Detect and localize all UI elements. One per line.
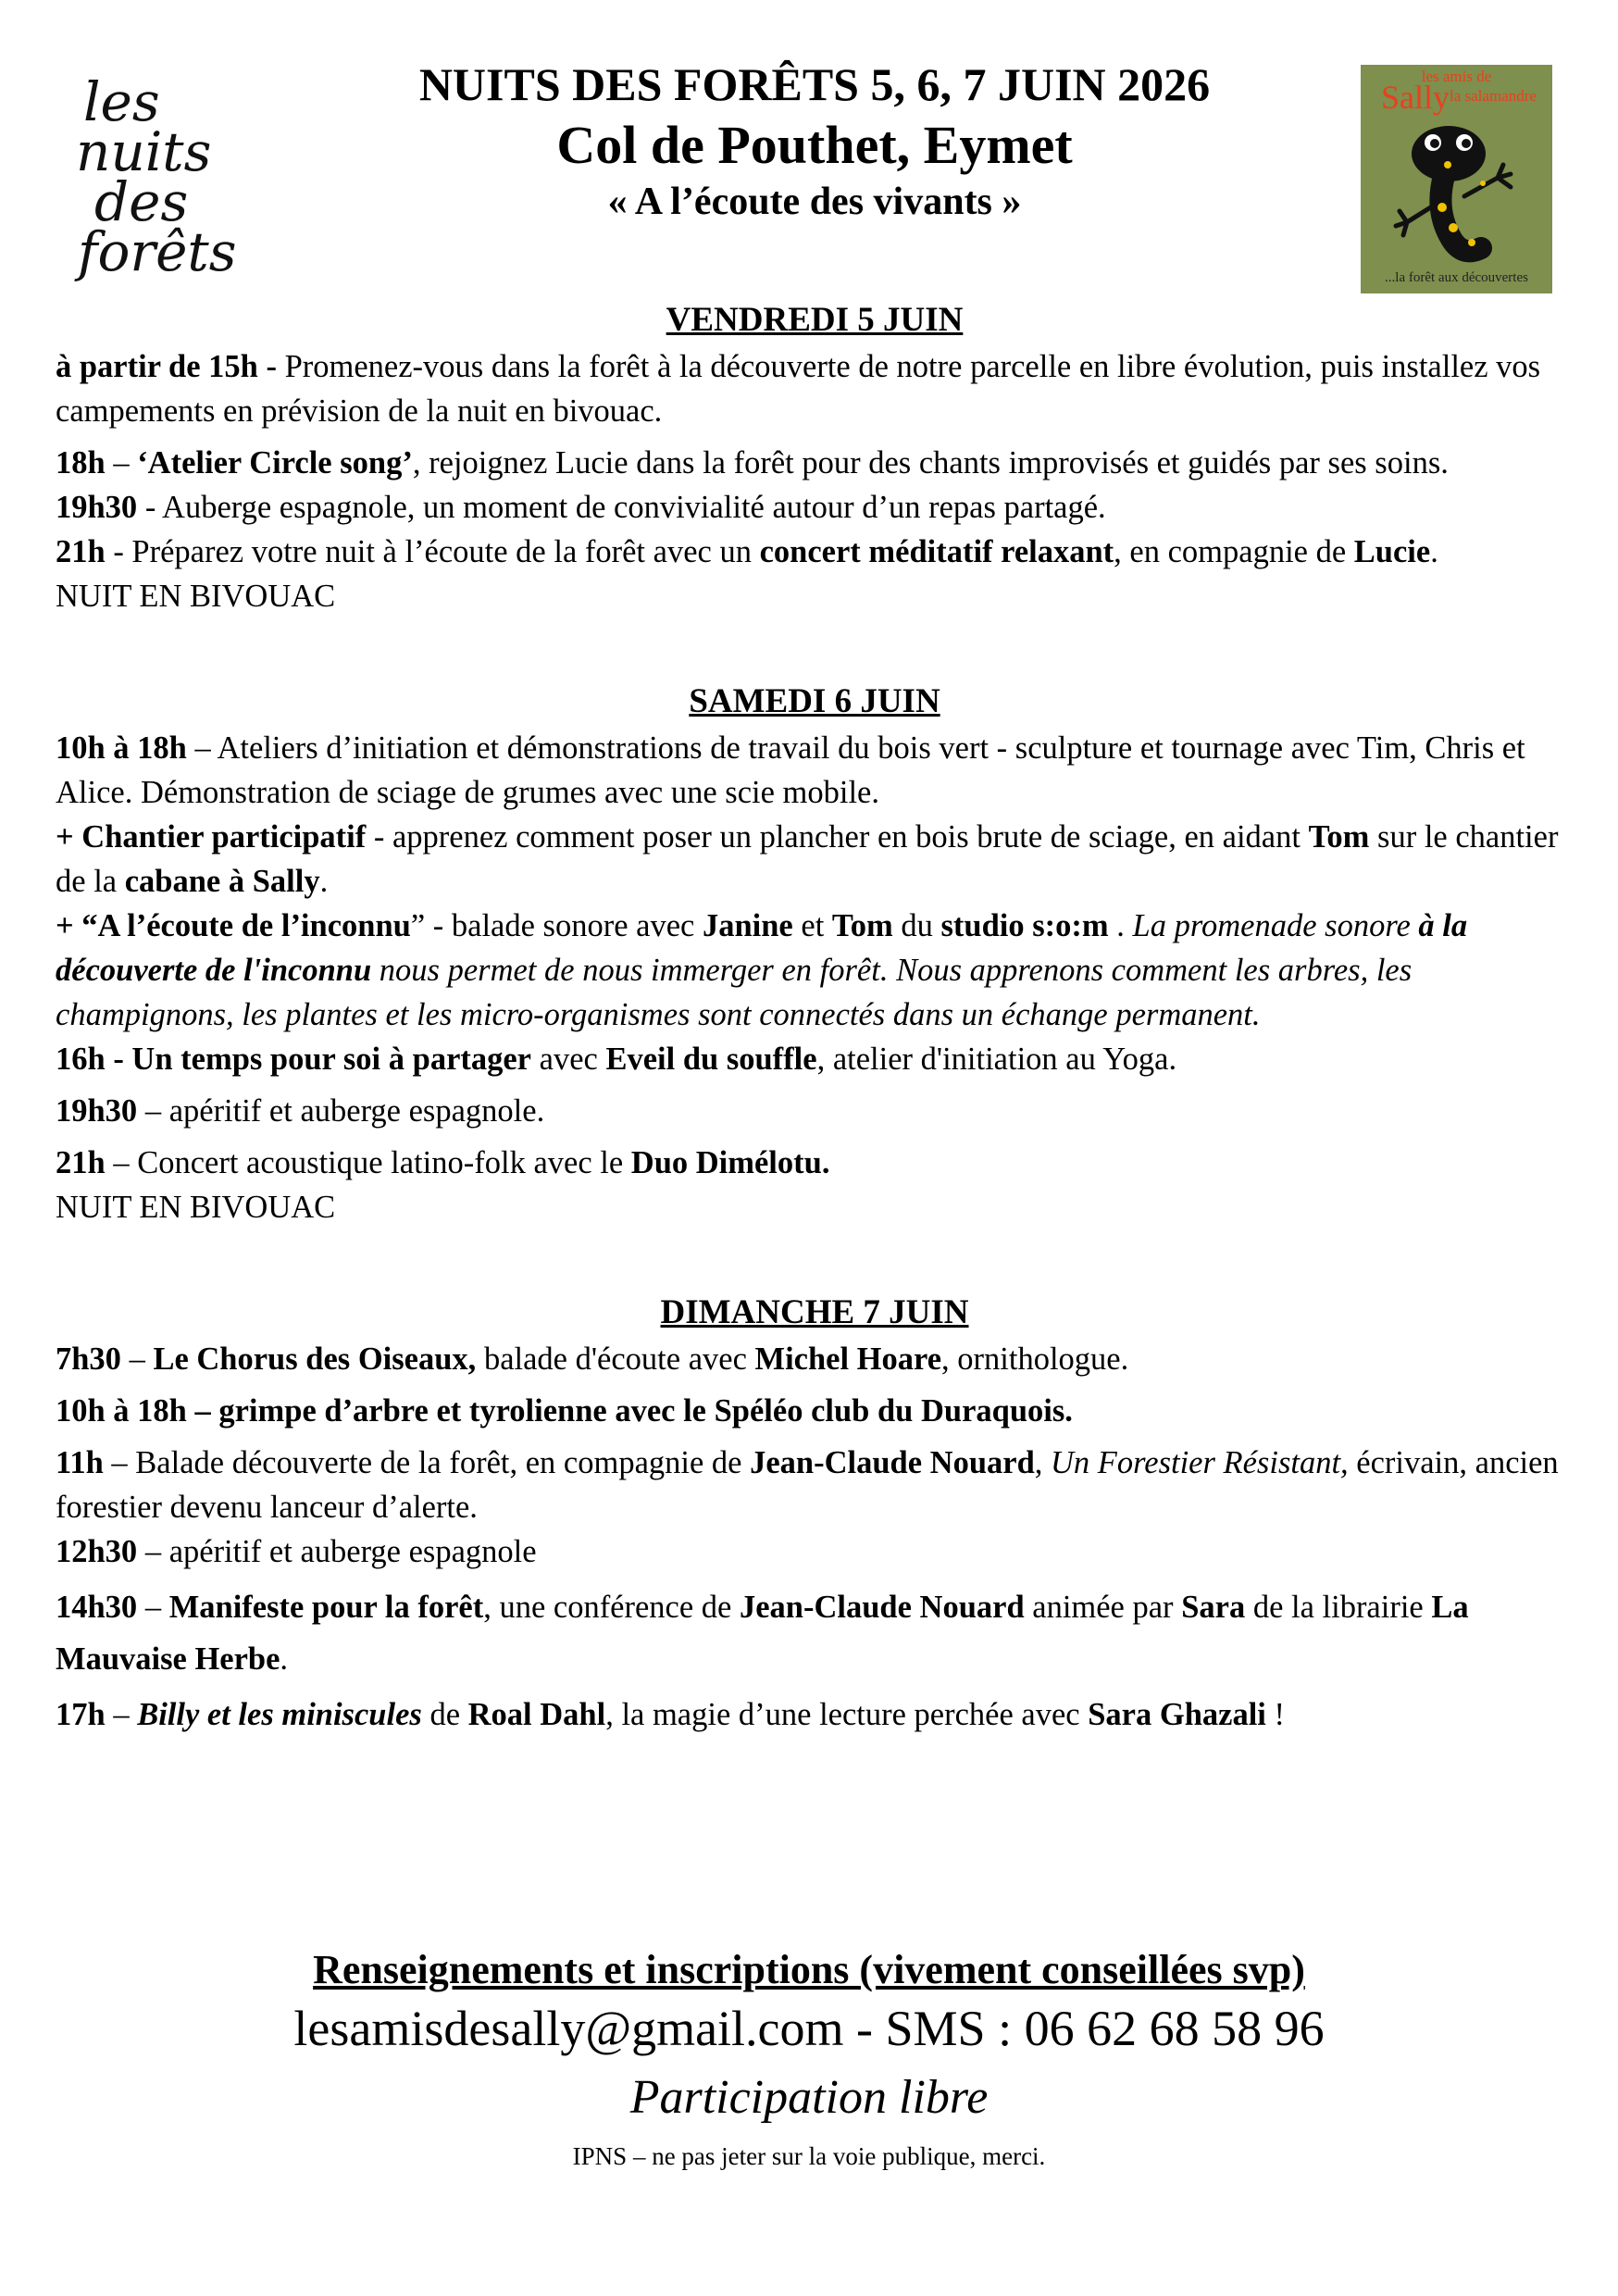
- sunday-event-1: [56, 1337, 1574, 1381]
- time: 21h: [56, 534, 106, 569]
- bold: Le Chorus des Oiseaux,: [153, 1341, 477, 1377]
- bold: Sara Ghazali: [1088, 1697, 1266, 1732]
- logo-right-top: les amis de: [1421, 68, 1492, 85]
- day-heading-friday: VENDREDI 5 JUIN: [666, 301, 964, 339]
- bold-italic: Billy et les miniscules: [137, 1697, 422, 1732]
- sunday-event-5: [56, 1581, 1574, 1685]
- time: 19h30: [56, 490, 138, 525]
- saturday-event-1: [56, 726, 1574, 815]
- text: , ornithologue.: [941, 1341, 1129, 1377]
- bold: concert méditatif relaxant: [759, 534, 1114, 569]
- bold: cabane à Sally: [124, 864, 320, 899]
- text: – apéritif et auberge espagnole: [137, 1534, 537, 1569]
- time: 18h: [56, 445, 106, 480]
- bold-italic: à la découverte de l'inconnu: [56, 908, 1468, 988]
- text: , en compagnie de: [1114, 534, 1354, 569]
- day-heading-saturday: SAMEDI 6 JUIN: [689, 682, 940, 720]
- event-theme: « A l’écoute des vivants »: [607, 181, 1022, 223]
- bold: + “A l’écoute de l’inconnu: [56, 908, 411, 943]
- spacer: [56, 1229, 1574, 1289]
- participation-note: Participation libre: [629, 2071, 989, 2124]
- les-nuits-des-forets-logo: [74, 76, 259, 298]
- text: Promenez-vous dans la forêt à la découverte de notre parcelle en libre évolution, puis installez vos campements en prévision de la nuit en bivouac.: [56, 349, 1541, 429]
- title: ‘Atelier Circle song’: [137, 445, 413, 480]
- bold: Jean-Claude Nouard: [750, 1445, 1035, 1480]
- saturday-event-3: [56, 904, 1574, 1037]
- friday-event-4: [56, 530, 1574, 574]
- text: avec: [531, 1042, 606, 1077]
- text: animée par: [1024, 1590, 1182, 1625]
- text: – Ateliers d’initiation et démonstrations de travail du bois vert - sculpture et tournage avec Tim, Chris et Alice. Démonstration de sciage de grumes avec une scie mobile.: [56, 730, 1525, 810]
- text: et: [792, 908, 832, 943]
- time: 11h: [56, 1445, 104, 1480]
- logo-right-name: Sally: [1381, 79, 1450, 116]
- time: 12h30: [56, 1534, 138, 1569]
- time: à partir de 15h -: [56, 349, 277, 384]
- sally-salamandre-logo: [1361, 65, 1552, 293]
- text: de la librairie: [1245, 1590, 1432, 1625]
- time: 7h30: [56, 1341, 121, 1377]
- header: [305, 56, 1324, 226]
- bold: Manifeste pour la forêt: [168, 1590, 484, 1625]
- program: [56, 296, 1574, 1737]
- time: 16h: [56, 1042, 106, 1077]
- bold: Eveil du souffle: [605, 1042, 817, 1077]
- friday-event-3: [56, 485, 1574, 530]
- saturday-event-4: [56, 1037, 1574, 1081]
- friday-event-2: [56, 441, 1574, 485]
- saturday-event-5: [56, 1089, 1574, 1133]
- italic: Un Forestier Résistant,: [1051, 1445, 1349, 1480]
- text: - Préparez votre nuit à l’écoute de la forêt avec un: [105, 534, 760, 569]
- logo-line-1: les: [83, 76, 160, 133]
- text: , rejoignez Lucie dans la forêt pour des chants improvisés et guidés par ses soins.: [412, 445, 1449, 480]
- text: !: [1265, 1697, 1285, 1732]
- bold: Janine: [702, 908, 793, 943]
- text: .: [319, 864, 329, 899]
- sunday-event-2: 10h à 18h – grimpe d’arbre et tyrolienne avec le Spéléo club du Duraquois.: [56, 1393, 1073, 1429]
- info-heading: Renseignements et inscriptions (vivement conseillées svp): [313, 1947, 1305, 1992]
- day-heading-sunday: DIMANCHE 7 JUIN: [660, 1293, 969, 1331]
- bold: Roal Dahl: [467, 1697, 606, 1732]
- footer: [0, 1944, 1618, 2172]
- bold: Tom: [1308, 819, 1370, 855]
- text: , une conférence de: [483, 1590, 740, 1625]
- event-title: NUITS DES FORÊTS 5, 6, 7 JUIN 2026: [418, 58, 1211, 110]
- bold: Sara: [1181, 1590, 1246, 1625]
- bold: Michel Hoare: [754, 1341, 942, 1377]
- text: – Balade découverte de la forêt, en compagnie de: [103, 1445, 751, 1480]
- text: - Auberge espagnole, un moment de convivialité autour d’un repas partagé.: [137, 490, 1106, 525]
- bold: Lucie: [1353, 534, 1431, 569]
- italic: La promenade sonore: [1132, 908, 1419, 943]
- text: , atelier d'initiation au Yoga.: [816, 1042, 1177, 1077]
- text: – apéritif et auberge espagnole.: [137, 1093, 545, 1129]
- text: .: [280, 1641, 289, 1677]
- bold: studio s:o:m: [940, 908, 1109, 943]
- text: – Concert acoustique latino-folk avec le: [105, 1145, 631, 1180]
- sunday-event-4: [56, 1529, 1574, 1574]
- text: - apprenez comment poser un plancher en bois brute de sciage, en aidant: [366, 819, 1309, 855]
- time: 14h30: [56, 1590, 138, 1625]
- logo-line-3: des: [94, 170, 189, 233]
- text: balade d'écoute avec: [476, 1341, 755, 1377]
- sunday-event-6: [56, 1692, 1574, 1737]
- friday-night: NUIT EN BIVOUAC: [56, 579, 336, 614]
- text: ” - balade sonore avec: [410, 908, 703, 943]
- saturday-night: NUIT EN BIVOUAC: [56, 1190, 336, 1225]
- sep: –: [120, 1341, 154, 1377]
- salamander-icon: [1379, 119, 1537, 267]
- event-place: Col de Pouthet, Eymet: [556, 115, 1073, 175]
- saturday-event-6: [56, 1141, 1574, 1185]
- sep: –: [105, 445, 138, 480]
- friday-event-1: [56, 344, 1574, 433]
- sep: –: [105, 1697, 138, 1732]
- text: du: [892, 908, 941, 943]
- text: écrivain, ancien forestier devenu lanceur d’alerte.: [56, 1445, 1559, 1525]
- bold: Jean-Claude Nouard: [739, 1590, 1025, 1625]
- bold: + Chantier participatif: [56, 819, 367, 855]
- logo-line-2: nuits: [76, 120, 212, 183]
- logo-right-sub: la salamandre: [1450, 87, 1537, 105]
- logo-line-4: forêts: [78, 220, 237, 283]
- contact-line: lesamisdesally@gmail.com - SMS : 06 62 68 58 96: [293, 2001, 1325, 2056]
- time: 10h à 18h: [56, 730, 187, 766]
- spacer: [56, 618, 1574, 678]
- bold: Duo Dimélotu.: [630, 1145, 830, 1180]
- logo-right-bottom: ...la forêt aux découvertes: [1385, 270, 1528, 285]
- italic: nous permet de nous immerger en forêt. Nous apprenons comment les arbres, les champignons, les plantes et les micro-organismes sont connectés dans un échange permanent.: [56, 953, 1413, 1032]
- saturday-event-2: [56, 815, 1574, 904]
- sep: –: [137, 1590, 169, 1625]
- bold: La Mauvaise Herbe: [56, 1590, 1469, 1677]
- time: 21h: [56, 1145, 106, 1180]
- time: 19h30: [56, 1093, 138, 1129]
- text: .: [1108, 908, 1133, 943]
- sunday-event-3: [56, 1441, 1574, 1529]
- text: ,: [1034, 1445, 1052, 1480]
- text: .: [1430, 534, 1438, 569]
- bold: Tom: [831, 908, 893, 943]
- ipns-note: IPNS – ne pas jeter sur la voie publique, merci.: [572, 2142, 1046, 2170]
- time: 17h: [56, 1697, 106, 1732]
- text: , la magie d’une lecture perchée avec: [605, 1697, 1089, 1732]
- text: de: [421, 1697, 468, 1732]
- bold: - Un temps pour soi à partager: [105, 1042, 531, 1077]
- text: sur le chantier de la: [56, 819, 1559, 899]
